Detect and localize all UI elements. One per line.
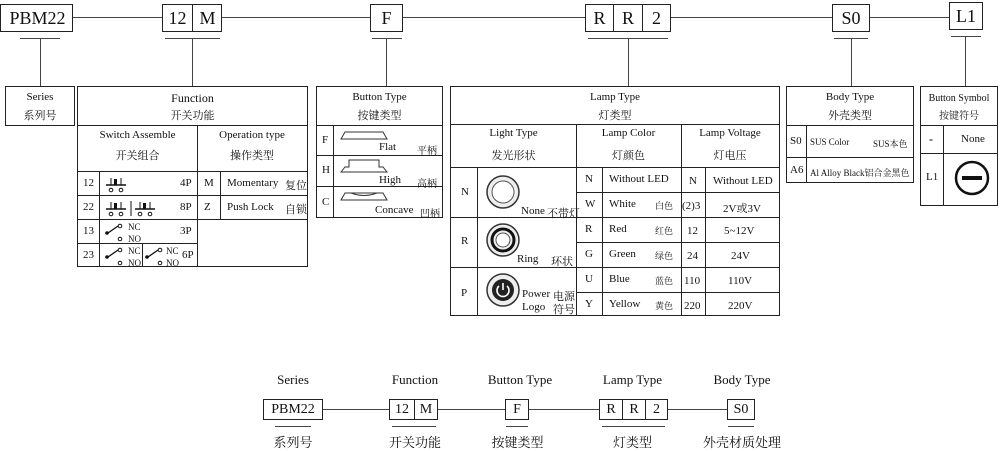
switch-contact-icon bbox=[104, 175, 144, 193]
switch-nc-no-icon bbox=[104, 222, 128, 242]
color-header-cn: 灯颜色 bbox=[612, 150, 645, 162]
button-connector bbox=[386, 38, 387, 86]
symbol-row-code: - bbox=[929, 132, 933, 146]
button-row-label: Flat bbox=[379, 141, 397, 153]
power-logo-icon bbox=[483, 272, 523, 308]
light-row-label: Power bbox=[522, 288, 551, 300]
bottom-series-box bbox=[263, 399, 323, 420]
body-subtitle: 外壳类型 bbox=[828, 110, 872, 122]
bottom-body-box bbox=[727, 399, 755, 420]
switch-row-code: 13 bbox=[83, 225, 94, 237]
body-connector bbox=[851, 38, 852, 86]
bottom-body-code: S0 bbox=[733, 401, 749, 417]
top-button-box bbox=[370, 4, 403, 32]
series-panel bbox=[5, 86, 75, 126]
symbol-bracket bbox=[951, 36, 981, 37]
light-header: Light Type bbox=[489, 127, 538, 139]
color-row-label: Without LED bbox=[609, 173, 669, 185]
top-series-box bbox=[0, 4, 73, 32]
color-row-code: Y bbox=[585, 298, 593, 310]
bottom-lamp-code-2: R bbox=[623, 400, 646, 419]
light-row-cn: 电源 bbox=[553, 291, 575, 303]
function-panel bbox=[77, 86, 308, 267]
button-row-label: High bbox=[379, 174, 401, 186]
light-row-code: R bbox=[461, 235, 469, 247]
no-label: NO bbox=[128, 258, 141, 268]
color-row-cn: 绿色 bbox=[655, 251, 674, 261]
voltage-row-code: 24 bbox=[687, 250, 698, 262]
button-panel bbox=[316, 86, 443, 218]
top-symbol-code: L1 bbox=[956, 5, 976, 26]
bottom-button-code: F bbox=[513, 401, 521, 417]
symbol-subtitle: 按键符号 bbox=[939, 111, 979, 122]
bottom-lamp-code-3: 2 bbox=[653, 401, 660, 417]
voltage-row-code: 12 bbox=[687, 225, 698, 237]
body-panel bbox=[786, 86, 914, 183]
bottom-function-box bbox=[389, 399, 438, 420]
bottom-button-label: Button Type bbox=[487, 372, 553, 387]
button-bracket bbox=[372, 38, 402, 39]
bottom-series-bracket bbox=[275, 426, 311, 427]
switch-contact-icon bbox=[104, 199, 160, 217]
concave-button-icon bbox=[339, 189, 389, 203]
bottom-lamp-bracket bbox=[602, 426, 665, 427]
bottom-series-label: Series bbox=[277, 372, 309, 387]
voltage-row-label: 2V或3V bbox=[723, 203, 761, 215]
color-row-code: U bbox=[585, 273, 593, 285]
no-label: NO bbox=[128, 234, 141, 244]
op-row-code: M bbox=[204, 177, 214, 189]
bottom-lamp-cn: 灯类型 bbox=[612, 435, 652, 450]
button-subtitle: 按键类型 bbox=[357, 110, 402, 122]
color-row-label: Yellow bbox=[609, 298, 641, 310]
color-row-label: Blue bbox=[609, 273, 630, 285]
symbol-row-label: None bbox=[961, 133, 985, 145]
voltage-row-code: 220 bbox=[684, 300, 701, 312]
body-row-label: SUS Color bbox=[810, 137, 850, 147]
op-row-cn: 复位 bbox=[285, 180, 307, 192]
bottom-lamp-code-1: R bbox=[600, 400, 623, 419]
light-row-label: Ring bbox=[517, 253, 539, 265]
bottom-lamp-label: Lamp Type bbox=[602, 372, 663, 387]
switch-header: Switch Assemble bbox=[99, 129, 176, 141]
bottom-body-bracket bbox=[728, 426, 754, 427]
switch-row-pole: 3P bbox=[180, 225, 192, 237]
color-row-cn: 黄色 bbox=[655, 301, 674, 311]
body-row-cn: SUS本色 bbox=[873, 139, 908, 149]
voltage-header-cn: 灯电压 bbox=[713, 150, 747, 162]
switch-row-code: 22 bbox=[83, 201, 94, 213]
bottom-button-box bbox=[505, 399, 529, 420]
body-row-label: Al Alloy Black铝合金黑色 bbox=[810, 168, 910, 178]
nc-label: NC bbox=[128, 222, 141, 232]
light-row-cn: 环状 bbox=[551, 256, 573, 268]
button-row-code: F bbox=[322, 134, 329, 146]
top-symbol-box bbox=[949, 2, 983, 30]
switch-row-pole: 4P bbox=[180, 177, 192, 189]
button-row-code: H bbox=[322, 164, 330, 176]
light-row-label: None bbox=[521, 205, 545, 217]
top-function-code-2: M bbox=[199, 7, 216, 28]
symbol-connector bbox=[965, 36, 966, 86]
light-row-cn-2: 符号 bbox=[553, 304, 575, 316]
top-lamp-code-3: 2 bbox=[652, 7, 661, 28]
button-row-cn: 平柄 bbox=[417, 146, 437, 157]
function-subtitle: 开关功能 bbox=[170, 110, 215, 122]
color-row-label: Green bbox=[609, 248, 636, 260]
bottom-function-cn: 开关功能 bbox=[388, 435, 441, 450]
button-row-cn: 高柄 bbox=[417, 179, 437, 190]
lamp-subtitle: 灯类型 bbox=[598, 110, 632, 122]
bottom-function-code-2: M bbox=[419, 401, 433, 417]
series-title: Series bbox=[26, 91, 54, 103]
button-row-label: Concave bbox=[375, 204, 414, 216]
top-button-code: F bbox=[381, 7, 392, 28]
voltage-row-label: Without LED bbox=[713, 175, 773, 187]
voltage-row-label: 220V bbox=[728, 300, 753, 312]
bottom-body-label: Body Type bbox=[713, 372, 771, 387]
flat-button-icon bbox=[339, 128, 389, 142]
light-row-code: P bbox=[461, 287, 468, 299]
body-title: Body Type bbox=[825, 91, 875, 103]
voltage-row-code: 110 bbox=[684, 275, 701, 287]
top-lamp-code-1: R bbox=[586, 5, 614, 31]
voltage-row-label: 24V bbox=[731, 250, 750, 262]
color-row-cn: 红色 bbox=[655, 226, 674, 236]
op-header-cn: 操作类型 bbox=[230, 150, 274, 162]
op-row-label: Momentary bbox=[227, 177, 279, 189]
voltage-row-code: (2)3 bbox=[682, 200, 701, 212]
switch-nc-no-icon bbox=[104, 246, 128, 266]
symbol-panel bbox=[920, 86, 998, 206]
lamp-connector bbox=[628, 38, 629, 86]
nc-label: NC bbox=[128, 246, 141, 256]
body-row-code: S0 bbox=[790, 135, 802, 147]
body-row-code: A6 bbox=[790, 164, 804, 176]
bottom-function-label: Function bbox=[391, 372, 439, 387]
color-header: Lamp Color bbox=[601, 127, 656, 139]
switch-header-cn: 开关组合 bbox=[115, 150, 160, 162]
top-body-code: S0 bbox=[841, 7, 861, 28]
bottom-lamp-box bbox=[599, 399, 668, 420]
high-button-icon bbox=[339, 157, 389, 175]
switch-row-code: 23 bbox=[83, 249, 94, 261]
switch-row-pole: 8P bbox=[180, 201, 192, 213]
color-row-label: White bbox=[609, 198, 636, 210]
voltage-row-label: 110V bbox=[728, 275, 753, 287]
color-row-cn: 白色 bbox=[655, 201, 674, 211]
button-row-cn: 凹柄 bbox=[420, 209, 440, 220]
bottom-function-bracket bbox=[392, 426, 436, 427]
op-header: Operation type bbox=[219, 129, 285, 141]
minus-circle-icon bbox=[953, 159, 991, 197]
color-row-code: W bbox=[585, 198, 596, 210]
switch-row-code: 12 bbox=[83, 177, 94, 189]
series-connector bbox=[40, 38, 41, 86]
bottom-function-code-1: 12 bbox=[390, 400, 415, 419]
symbol-title: Button Symbol bbox=[928, 93, 990, 104]
lamp-panel bbox=[450, 86, 780, 316]
light-row-label-2: Logo bbox=[522, 301, 546, 313]
color-row-code: N bbox=[585, 173, 593, 185]
lamp-title: Lamp Type bbox=[589, 91, 641, 103]
light-row-code: N bbox=[461, 186, 469, 198]
switch-row-pole: 6P bbox=[182, 249, 194, 261]
button-row-code: C bbox=[322, 196, 330, 208]
top-series-code: PBM22 bbox=[9, 7, 66, 28]
nc-label: NC bbox=[166, 246, 179, 256]
switch-nc-no-icon bbox=[144, 246, 168, 266]
bottom-body-cn: 外壳材质处理 bbox=[702, 435, 781, 450]
top-lamp-box bbox=[585, 4, 671, 32]
bottom-series-code: PBM22 bbox=[271, 401, 315, 417]
bottom-button-cn: 按键类型 bbox=[491, 435, 544, 450]
series-subtitle: 系列号 bbox=[23, 110, 57, 122]
no-label: NO bbox=[166, 258, 179, 268]
bottom-series-cn: 系列号 bbox=[273, 435, 313, 450]
color-row-cn: 蓝色 bbox=[655, 276, 674, 286]
op-row-cn: 自锁 bbox=[285, 204, 307, 216]
function-title: Function bbox=[171, 91, 214, 105]
symbol-row-code: L1 bbox=[926, 171, 939, 183]
top-function-code-1: 12 bbox=[163, 5, 193, 31]
op-row-label: Push Lock bbox=[227, 201, 274, 213]
top-lamp-code-2: R bbox=[614, 5, 643, 31]
color-row-code: G bbox=[585, 248, 593, 260]
top-function-box bbox=[162, 4, 222, 32]
bottom-button-bracket bbox=[506, 426, 528, 427]
light-row-cn: 不带灯 bbox=[547, 208, 580, 220]
button-title: Button Type bbox=[352, 91, 407, 103]
no-light-icon bbox=[483, 174, 523, 210]
color-row-code: R bbox=[585, 223, 593, 235]
function-connector bbox=[192, 38, 193, 86]
voltage-row-label: 5~12V bbox=[724, 225, 755, 237]
voltage-header: Lamp Voltage bbox=[699, 127, 761, 139]
voltage-row-code: N bbox=[689, 175, 697, 187]
light-header-cn: 发光形状 bbox=[491, 150, 536, 162]
op-row-code: Z bbox=[204, 201, 211, 213]
color-row-label: Red bbox=[609, 223, 627, 235]
top-body-box bbox=[832, 4, 870, 32]
